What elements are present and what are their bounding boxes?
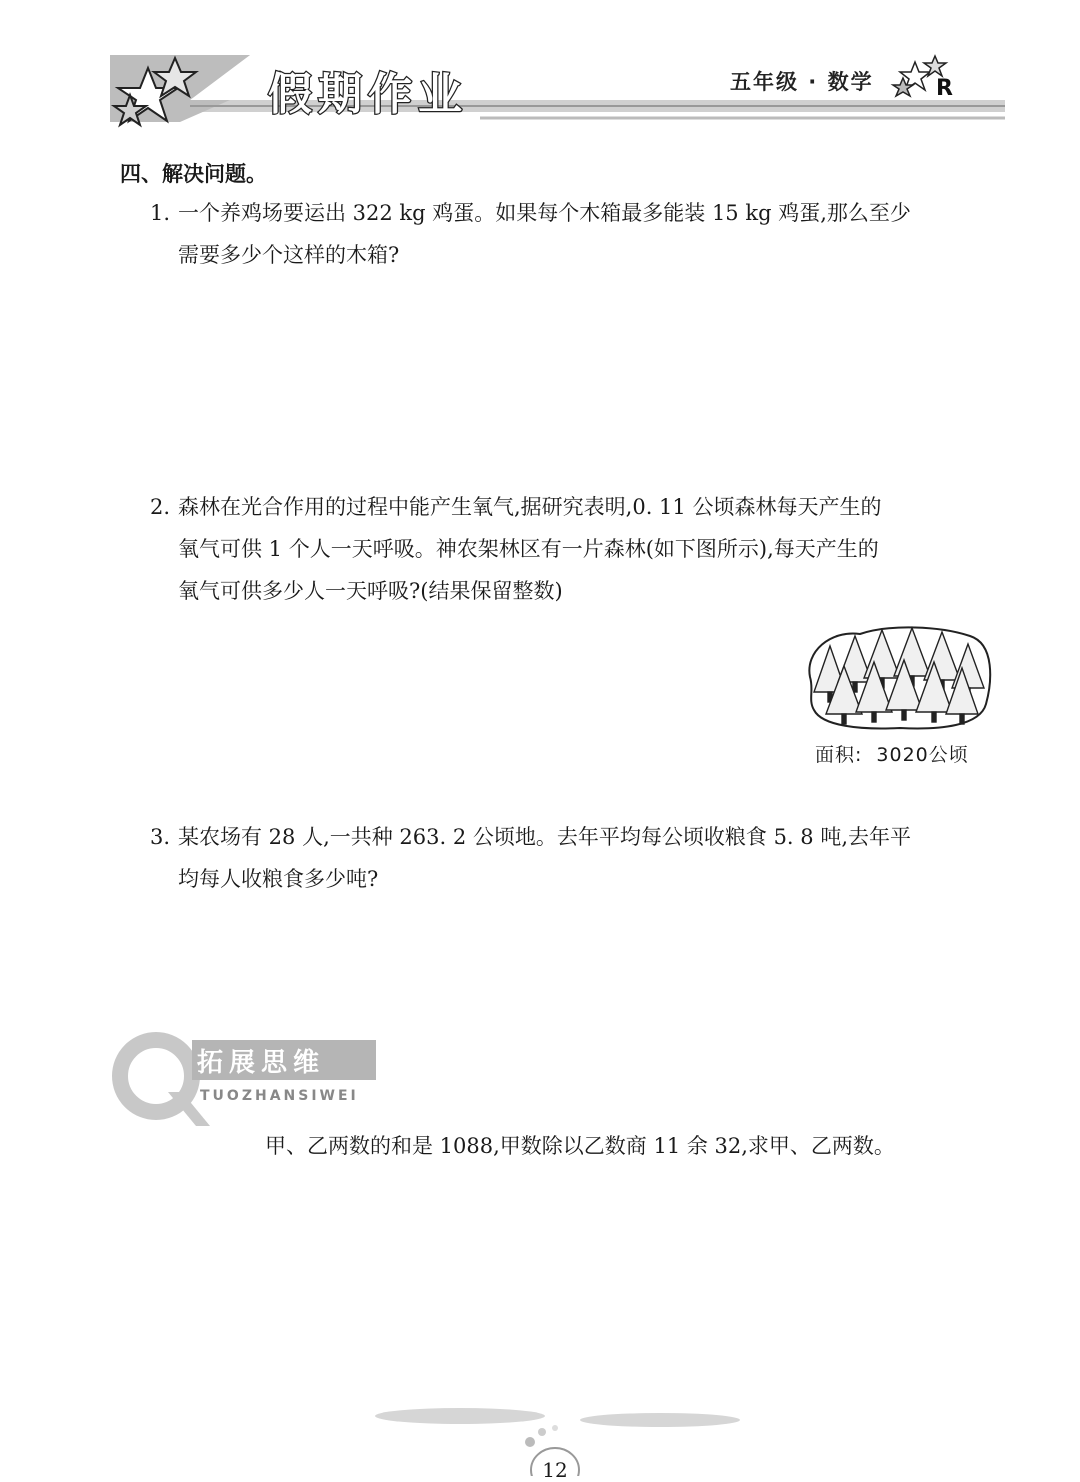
problem-text-line: 均每人收粮食多少吨? — [178, 867, 379, 891]
edition-mark: R — [936, 76, 953, 101]
header-decoration — [0, 0, 1080, 150]
problem-number: 3. — [150, 825, 171, 849]
problem-number: 2. — [150, 495, 171, 519]
section-title: 四、解决问题。 — [120, 162, 267, 186]
figure-caption-label: 面积: — [815, 744, 863, 766]
problem-text-line: 森林在光合作用的过程中能产生氧气,据研究表明,0. 11 公顷森林每天产生的 — [178, 495, 882, 519]
figure-caption — [815, 740, 969, 767]
page-number: 12 — [542, 1458, 568, 1482]
problem-text-line: 需要多少个这样的木箱? — [178, 243, 400, 267]
book-title: 假期作业 — [268, 69, 468, 120]
problem-2 — [150, 486, 1000, 612]
problem-text-line: 氧气可供多少人一天呼吸?(结果保留整数) — [178, 579, 563, 603]
page-header — [0, 0, 1080, 150]
problem-3 — [150, 816, 1000, 900]
problem-text-line: 某农场有 28 人,一共种 263. 2 公顷地。去年平均每公顷收粮食 5. 8 吨,去年平 — [178, 825, 911, 849]
grade-subject-label: 五年级 · 数学 — [730, 70, 874, 94]
forest-illustration — [800, 622, 996, 734]
extension-problem: 甲、乙两数的和是 1088,甲数除以乙数商 11 余 32,求甲、乙两数。 — [265, 1134, 895, 1158]
extension-subtitle: TUOZHANSIWEI — [200, 1088, 359, 1104]
extension-title: 拓展思维 — [197, 1048, 326, 1078]
problem-text-line: 一个养鸡场要运出 322 kg 鸡蛋。如果每个木箱最多能装 15 kg 鸡蛋,那么至少 — [178, 201, 911, 225]
problem-1 — [150, 192, 1000, 276]
problem-text-line: 氧气可供 1 个人一天呼吸。神农架林区有一片森林(如下图所示),每天产生的 — [178, 537, 879, 561]
figure-caption-value: 3020公顷 — [876, 744, 969, 766]
problem-number: 1. — [150, 201, 171, 225]
